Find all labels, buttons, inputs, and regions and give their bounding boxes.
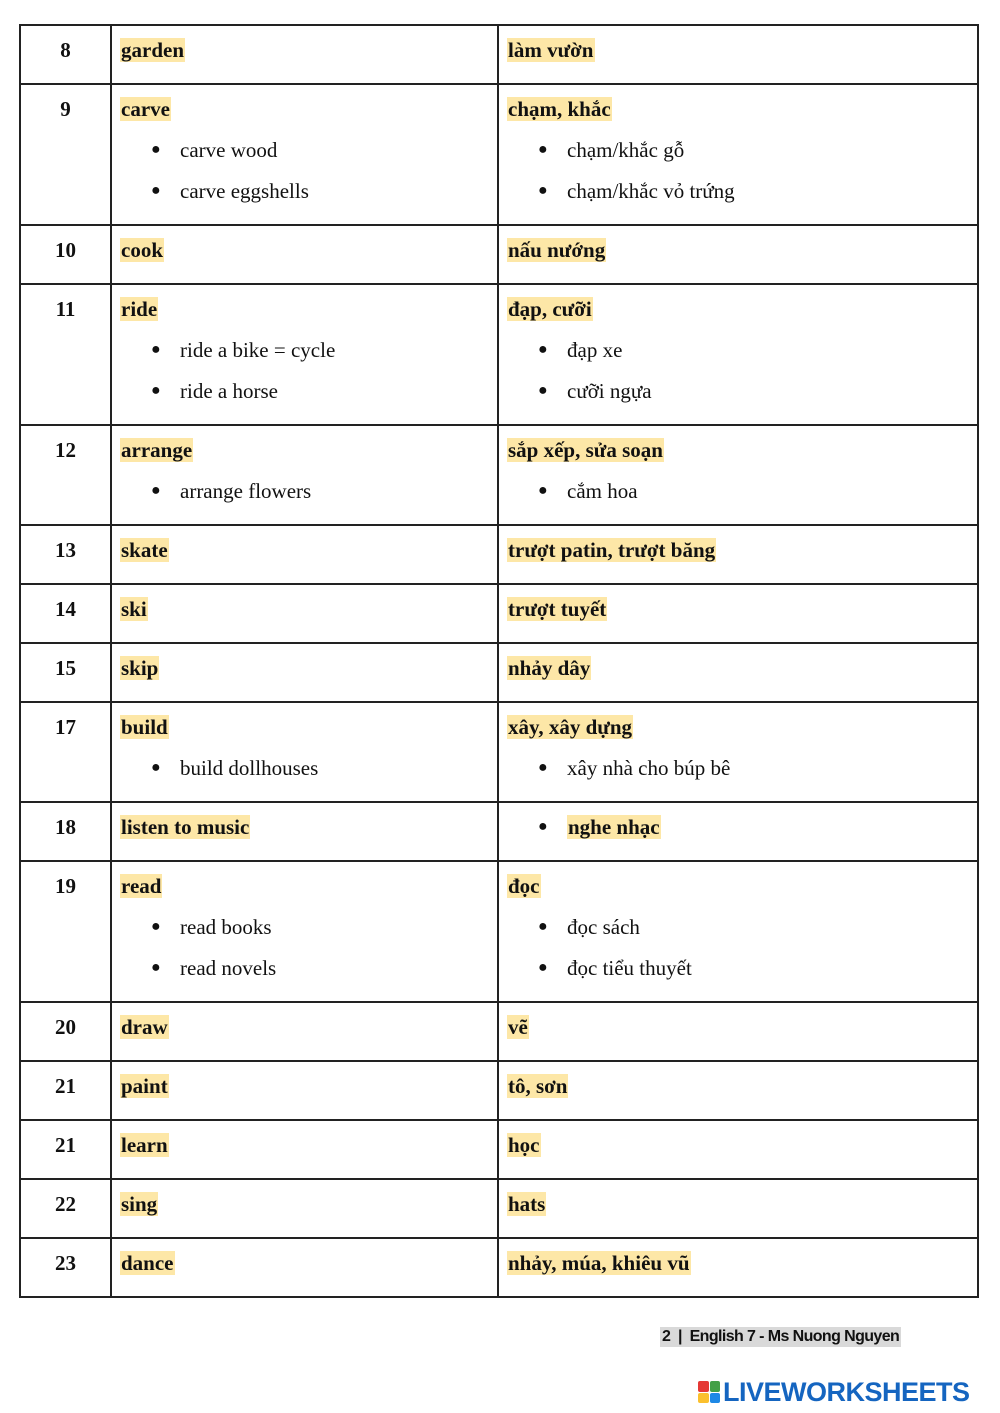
english-cell [111, 1179, 498, 1238]
row-number: 21 [20, 1120, 111, 1179]
row-number: 23 [20, 1238, 111, 1297]
table-row [20, 525, 978, 584]
english-example: ● ride a horse [120, 377, 489, 405]
english-cell [111, 225, 498, 284]
footer-separator: | [678, 1328, 682, 1345]
english-term: ski [121, 597, 147, 621]
page-number: 2 [662, 1328, 671, 1345]
english-term: listen to music [121, 815, 250, 839]
brand-name: LIVEWORKSHEETS [723, 1376, 970, 1407]
vietnamese-term: hats [508, 1192, 546, 1216]
course-title: English 7 - Ms Nuong Nguyen [689, 1328, 900, 1345]
english-term: skate [121, 538, 168, 562]
vietnamese-cell [498, 225, 978, 284]
table-row [20, 702, 978, 802]
english-term: skip [121, 656, 159, 680]
english-cell [111, 802, 498, 861]
row-number: 14 [20, 584, 111, 643]
english-cell [111, 284, 498, 425]
vietnamese-term: nghe nhạc [568, 815, 660, 839]
english-example: ● ride a bike = cycle [120, 336, 489, 364]
english-term: sing [121, 1192, 158, 1216]
vietnamese-cell [498, 425, 978, 525]
row-number: 9 [20, 84, 111, 225]
english-cell [111, 861, 498, 1002]
english-example: ● read novels [120, 954, 489, 982]
english-example: ● arrange flowers [120, 477, 489, 505]
vietnamese-term: làm vườn [508, 38, 594, 62]
vietnamese-example: ● đạp xe [507, 336, 969, 364]
vietnamese-cell [498, 643, 978, 702]
page-footer [660, 1327, 901, 1347]
vietnamese-cell [498, 84, 978, 225]
row-number: 18 [20, 802, 111, 861]
table-row [20, 1061, 978, 1120]
vietnamese-cell [498, 1238, 978, 1297]
row-number: 12 [20, 425, 111, 525]
table-row [20, 84, 978, 225]
table-row [20, 584, 978, 643]
vietnamese-cell [498, 1120, 978, 1179]
english-cell [111, 425, 498, 525]
vietnamese-cell [498, 702, 978, 802]
english-cell [111, 1002, 498, 1061]
vietnamese-term: học [508, 1133, 540, 1157]
vietnamese-term: nhảy, múa, khiêu vũ [508, 1251, 690, 1275]
vietnamese-term: nấu nướng [508, 238, 606, 262]
vietnamese-term: trượt tuyết [508, 597, 607, 621]
vietnamese-term: vẽ [508, 1015, 528, 1039]
vietnamese-cell [498, 1179, 978, 1238]
english-cell [111, 643, 498, 702]
english-example: ● build dollhouses [120, 754, 489, 782]
english-example: ● carve eggshells [120, 177, 489, 205]
vietnamese-cell [498, 1061, 978, 1120]
english-cell [111, 84, 498, 225]
table-row [20, 802, 978, 861]
table-row [20, 25, 978, 84]
english-term: ride [121, 297, 158, 321]
english-example: ● carve wood [120, 136, 489, 164]
vietnamese-example: ● đọc tiểu thuyết [507, 954, 969, 982]
table-row [20, 861, 978, 1002]
table-row [20, 284, 978, 425]
row-number: 15 [20, 643, 111, 702]
english-term: learn [121, 1133, 168, 1157]
liveworksheets-brand[interactable] [698, 1377, 970, 1407]
english-term: arrange [121, 438, 193, 462]
table-row [20, 1002, 978, 1061]
english-term: read [121, 874, 162, 898]
vietnamese-example: ● đọc sách [507, 913, 969, 941]
vietnamese-example: ● chạm/khắc gỗ [507, 136, 969, 164]
vietnamese-example: ● chạm/khắc vỏ trứng [507, 177, 969, 205]
english-cell [111, 702, 498, 802]
vocabulary-table [19, 24, 979, 1298]
vietnamese-term: đọc [508, 874, 540, 898]
english-cell [111, 525, 498, 584]
english-term: draw [121, 1015, 168, 1039]
english-term: build [121, 715, 168, 739]
vietnamese-term: xây, xây dựng [508, 715, 633, 739]
row-number: 10 [20, 225, 111, 284]
english-term: paint [121, 1074, 168, 1098]
english-cell [111, 1120, 498, 1179]
row-number: 13 [20, 525, 111, 584]
vietnamese-cell [498, 1002, 978, 1061]
vietnamese-term: sắp xếp, sửa soạn [508, 438, 663, 462]
vietnamese-example: ● cưỡi ngựa [507, 377, 969, 405]
vietnamese-example: ● cắm hoa [507, 477, 969, 505]
english-cell [111, 25, 498, 84]
vietnamese-cell [498, 525, 978, 584]
vietnamese-term: tô, sơn [508, 1074, 568, 1098]
vietnamese-cell [498, 584, 978, 643]
vietnamese-term: trượt patin, trượt băng [508, 538, 716, 562]
row-number: 20 [20, 1002, 111, 1061]
vietnamese-bullet-term [507, 813, 969, 841]
vietnamese-term: chạm, khắc [508, 97, 611, 121]
table-row [20, 1120, 978, 1179]
english-term: carve [121, 97, 170, 121]
vietnamese-cell [498, 802, 978, 861]
table-row [20, 225, 978, 284]
english-term: cook [121, 238, 163, 262]
row-number: 11 [20, 284, 111, 425]
vietnamese-example: ● xây nhà cho búp bê [507, 754, 969, 782]
liveworksheets-logo-icon [698, 1381, 720, 1403]
vietnamese-cell [498, 861, 978, 1002]
vietnamese-term: đạp, cưỡi [508, 297, 592, 321]
english-cell [111, 1061, 498, 1120]
english-term: dance [121, 1251, 174, 1275]
table-row [20, 425, 978, 525]
row-number: 19 [20, 861, 111, 1002]
row-number: 8 [20, 25, 111, 84]
english-example: ● read books [120, 913, 489, 941]
vietnamese-term: nhảy dây [508, 656, 591, 680]
row-number: 17 [20, 702, 111, 802]
row-number: 21 [20, 1061, 111, 1120]
row-number: 22 [20, 1179, 111, 1238]
english-cell [111, 584, 498, 643]
table-row [20, 643, 978, 702]
table-row [20, 1238, 978, 1297]
table-row [20, 1179, 978, 1238]
english-term: garden [121, 38, 184, 62]
english-cell [111, 1238, 498, 1297]
vietnamese-cell [498, 25, 978, 84]
vietnamese-cell [498, 284, 978, 425]
